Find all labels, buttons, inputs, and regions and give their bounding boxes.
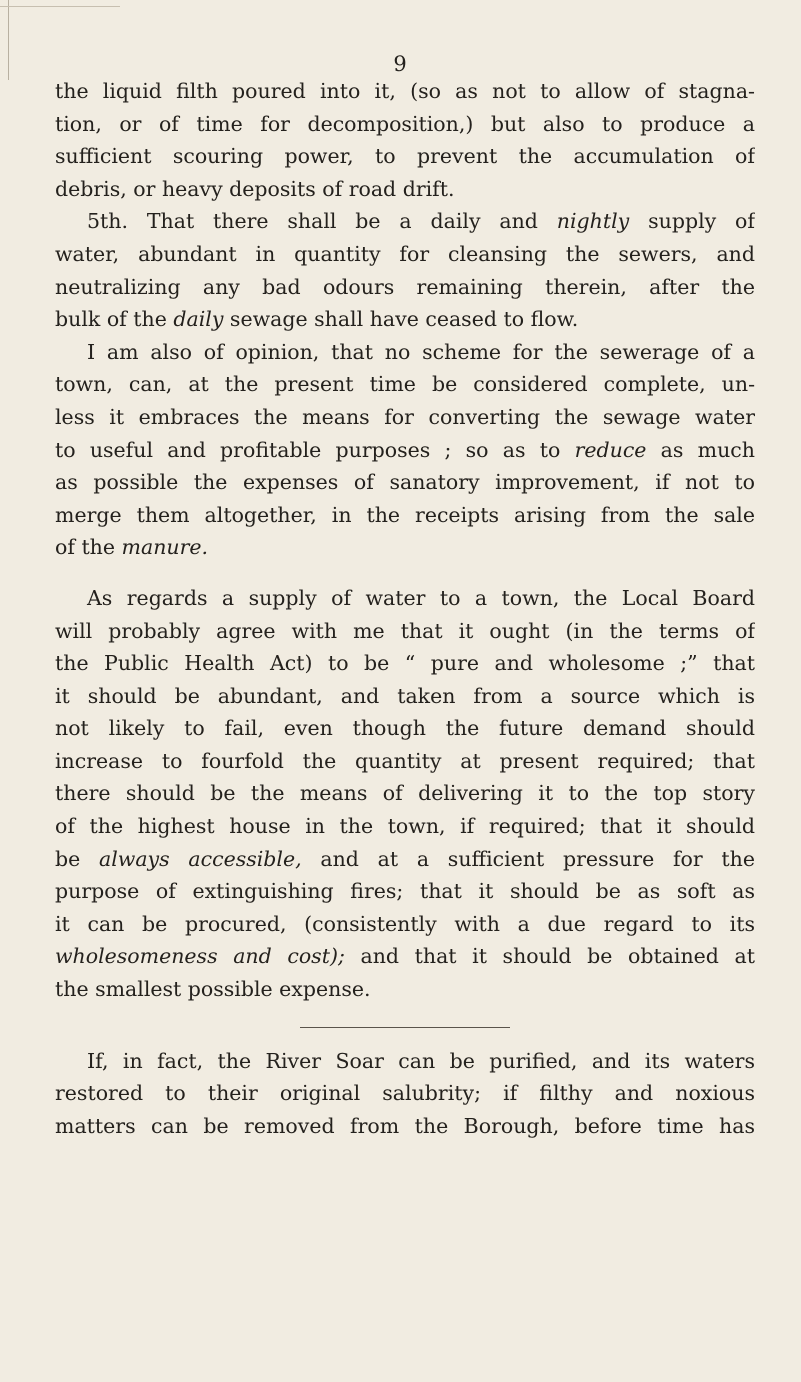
- italic-text: manure.: [121, 535, 209, 560]
- text-line: [55, 843, 755, 876]
- text-line: the Public Health Act) to be “ pure and wholesome ;” that: [55, 651, 755, 676]
- text-line: matters can be removed from the Borough, before time has: [55, 1113, 755, 1138]
- text-run: sewage shall have ceased to flow.: [223, 307, 579, 332]
- text-run: 5th. That there shall be a daily and: [87, 209, 557, 234]
- italic-text: nightly: [556, 209, 630, 234]
- text-line: As regards a supply of water to a town, the Local Board: [87, 585, 755, 610]
- paragraph-water-supply: [55, 582, 755, 1006]
- text-line: [55, 205, 755, 238]
- text-line: increase to fourfold the quantity at present required; that: [55, 748, 755, 773]
- text-line: tion, or of time for decomposition,) but also to produce a: [55, 111, 755, 136]
- text-run: and that it should be obtained at: [344, 944, 755, 969]
- paragraph-sewerage-scheme: [55, 336, 755, 564]
- italic-text: daily: [173, 307, 224, 332]
- text-line: the liquid filth poured into it, (so as not to allow of stagna-: [55, 79, 755, 103]
- page-edge-top: [0, 0, 120, 7]
- text-line: debris, or heavy deposits of road drift.: [55, 176, 455, 201]
- paragraph-fifth-requirement: [55, 205, 755, 335]
- text-line: sufficient scouring power, to prevent the accumulation of: [55, 144, 755, 169]
- text-line: town, can, at the present time be considered complete, un-: [55, 372, 755, 397]
- page-text: [55, 75, 755, 1142]
- paragraph-river-soar: [55, 1045, 755, 1143]
- text-line: [55, 303, 755, 336]
- text-run: be: [55, 846, 99, 871]
- text-run: and at a sufficient pressure for the: [301, 846, 755, 871]
- text-line: it can be procured, (consistently with a due regard to its: [55, 911, 755, 936]
- paragraph-sewer-scouring: [55, 75, 755, 205]
- text-line: If, in fact, the River Soar can be purified, and its waters: [87, 1048, 755, 1073]
- text-line: as possible the expenses of sanatory improvement, if not to: [55, 470, 755, 495]
- text-line: [55, 531, 755, 564]
- text-line: restored to their original salubrity; if filthy and noxious: [55, 1081, 755, 1106]
- text-line: of the highest house in the town, if required; that it should: [55, 814, 755, 839]
- text-run: bulk of the: [55, 307, 174, 332]
- text-line: merge them altogether, in the receipts arising from the sale: [55, 502, 755, 527]
- text-run: as much: [646, 437, 755, 462]
- text-line: purpose of extinguishing fires; that it should be as soft as: [55, 879, 755, 904]
- text-line: it should be abundant, and taken from a source which is: [55, 683, 755, 708]
- text-run: of the: [55, 535, 122, 560]
- text-line: not likely to fail, even though the future demand should: [55, 716, 755, 741]
- text-line: will probably agree with me that it ought (in the terms of: [55, 618, 755, 643]
- text-line: neutralizing any bad odours remaining therein, after the: [55, 274, 755, 299]
- section-divider: [300, 1027, 510, 1028]
- text-run: supply of: [629, 209, 755, 234]
- paragraph-gap: [55, 564, 755, 582]
- text-line: the smallest possible expense.: [55, 977, 371, 1002]
- text-line: water, abundant in quantity for cleansing the sewers, and: [55, 241, 755, 266]
- italic-text: reduce: [574, 437, 647, 462]
- text-line: I am also of opinion, that no scheme for the sewerage of a: [87, 339, 755, 364]
- text-line: less it embraces the means for converting the sewage water: [55, 404, 755, 429]
- italic-text: always accessible,: [99, 846, 302, 871]
- text-line: there should be the means of delivering it to the top story: [55, 781, 755, 806]
- page-number: 9: [393, 52, 408, 76]
- text-line: [55, 940, 755, 973]
- text-run: to useful and profitable purposes ; so as to: [55, 437, 575, 462]
- italic-text: wholesomeness and cost);: [55, 944, 345, 969]
- text-line: [55, 434, 755, 467]
